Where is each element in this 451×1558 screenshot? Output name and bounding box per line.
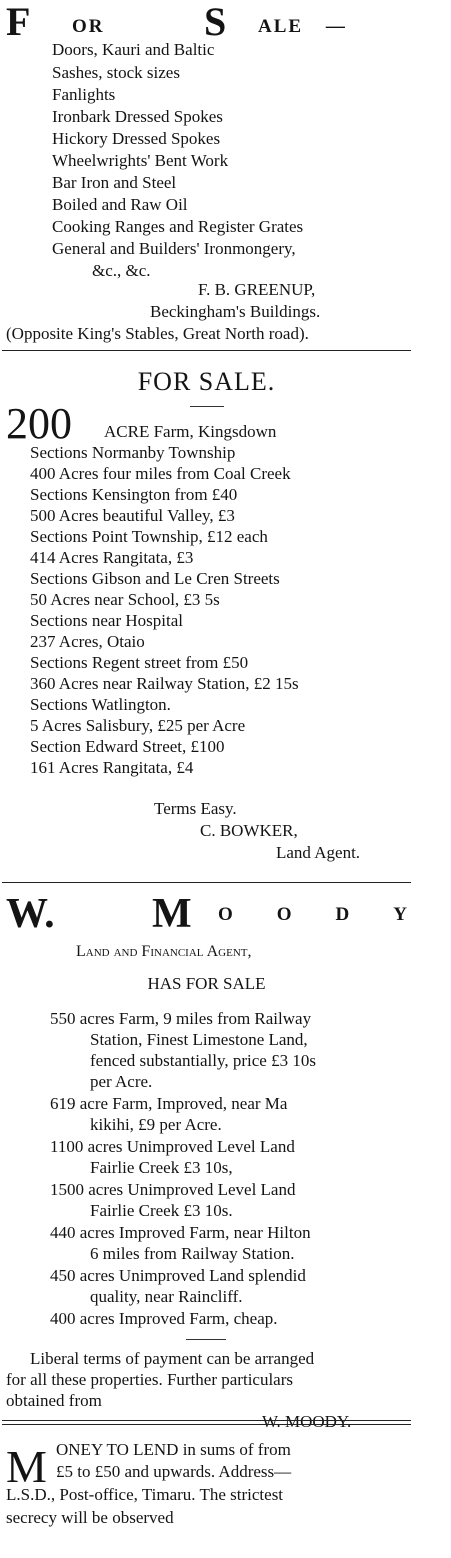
divider-rule: [2, 1424, 411, 1425]
title-ale: ALE —: [258, 16, 347, 37]
listing-line: 619 acre Farm, Improved, near Ma: [50, 1094, 288, 1113]
closing-line: for all these properties. Further particulars: [6, 1370, 294, 1389]
listing-line: 360 Acres near Railway Station, £2 15s: [30, 674, 299, 693]
drop-cap-s: S: [204, 0, 227, 44]
name-rest: OODY: [218, 904, 451, 925]
listing-line: quality, near Raincliff.: [90, 1287, 243, 1306]
lend-line: ONEY TO LEND in sums of from: [56, 1440, 291, 1459]
drop-cap-f: F: [6, 0, 31, 44]
ad-heading: FOR SALE.: [137, 367, 276, 396]
section-rule: [186, 1339, 226, 1340]
listing-line: 1100 acres Unimproved Level Land: [50, 1137, 295, 1156]
lend-line: £5 to £50 and upwards. Address—: [56, 1462, 292, 1481]
ad-greenup: [0, 0, 413, 352]
listing-line: kikihi, £9 per Acre.: [90, 1115, 222, 1134]
item-line: &c., &c.: [92, 261, 151, 280]
agent-subtitle: Land and Financial Agent,: [76, 943, 252, 960]
listing-line: 400 Acres four miles from Coal Creek: [30, 464, 291, 483]
agent-name: C. BOWKER,: [200, 821, 298, 840]
listing-line: 50 Acres near School, £3 5s: [30, 590, 220, 609]
listing-line: 500 Acres beautiful Valley, £3: [30, 506, 235, 525]
listing-line: 450 acres Unimproved Land splendid: [50, 1266, 306, 1285]
heading-rule: [190, 406, 224, 407]
listing-line: fenced substantially, price £3 10s: [90, 1051, 316, 1070]
listing-line: 237 Acres, Otaio: [30, 632, 145, 651]
drop-cap-w: W.: [6, 891, 55, 937]
agent-signature: W. MOODY.: [262, 1412, 352, 1431]
item-line: Cooking Ranges and Register Grates: [52, 217, 304, 236]
divider-rule: [2, 882, 411, 883]
listing-line: Sections Regent street from £50: [30, 653, 249, 672]
divider-rule: [2, 350, 411, 351]
item-line: Bar Iron and Steel: [52, 173, 177, 192]
listing-line: 414 Acres Rangitata, £3: [30, 548, 194, 567]
dealer-building: Beckingham's Buildings.: [150, 302, 321, 321]
ad-bowker: [0, 352, 413, 882]
agent-title: Land Agent.: [276, 843, 361, 862]
listing-line: Sections Kensington from £40: [30, 485, 238, 504]
item-line: Boiled and Raw Oil: [52, 195, 188, 214]
listing-line: Fairlie Creek £3 10s,: [90, 1158, 233, 1177]
item-line: Fanlights: [52, 85, 116, 104]
listing-line: 400 acres Improved Farm, cheap.: [50, 1309, 278, 1328]
listing-line: Sections Gibson and Le Cren Streets: [30, 569, 280, 588]
lend-line: secrecy will be observed: [6, 1508, 174, 1527]
listing-line: Sections Normanby Township: [30, 443, 236, 462]
big-number: 200: [6, 399, 72, 448]
ad-money-to-lend: [0, 1428, 413, 1558]
terms-line: Terms Easy.: [154, 799, 237, 818]
ad-moody: [0, 884, 451, 1431]
listing-line: Section Edward Street, £100: [30, 737, 225, 756]
has-for-sale: HAS FOR SALE: [147, 974, 266, 993]
title-or: OR: [72, 16, 105, 37]
listing-line: Sections near Hospital: [30, 611, 183, 630]
dealer-name: F. B. GREENUP,: [198, 280, 316, 299]
item-line: Sashes, stock sizes: [52, 63, 180, 82]
dealer-address: (Opposite King's Stables, Great North road).: [6, 324, 309, 343]
lend-line: L.S.D., Post-office, Timaru. The strictest: [6, 1485, 284, 1504]
listing-line: 5 Acres Salisbury, £25 per Acre: [30, 716, 246, 735]
item-line: Doors, Kauri and Baltic: [52, 40, 215, 59]
listing-line: 440 acres Improved Farm, near Hilton: [50, 1223, 311, 1242]
listing-line: 1500 acres Unimproved Level Land: [50, 1180, 296, 1199]
listing-line: per Acre.: [90, 1072, 153, 1091]
listing-line: Sections Point Township, £12 each: [30, 527, 268, 546]
drop-cap-m: M: [6, 1441, 47, 1492]
listing-line: Station, Finest Limestone Land,: [90, 1030, 308, 1049]
item-line: Ironbark Dressed Spokes: [52, 107, 223, 126]
listing-line: 161 Acres Rangitata, £4: [30, 758, 194, 777]
item-line: General and Builders' Ironmongery,: [52, 239, 296, 258]
item-line: Hickory Dressed Spokes: [52, 129, 221, 148]
closing-line: obtained from: [6, 1391, 102, 1410]
item-line: Wheelwrights' Bent Work: [52, 151, 229, 170]
listing-line: Sections Watlington.: [30, 695, 171, 714]
listing-line: 6 miles from Railway Station.: [90, 1244, 295, 1263]
divider-rule: [2, 1420, 411, 1421]
closing-line: Liberal terms of payment can be arranged: [30, 1349, 315, 1368]
listing-line: 550 acres Farm, 9 miles from Railway: [50, 1009, 312, 1028]
first-listing: ACRE Farm, Kingsdown: [104, 422, 277, 441]
listing-line: Fairlie Creek £3 10s.: [90, 1201, 233, 1220]
drop-cap-m: M: [152, 891, 192, 937]
